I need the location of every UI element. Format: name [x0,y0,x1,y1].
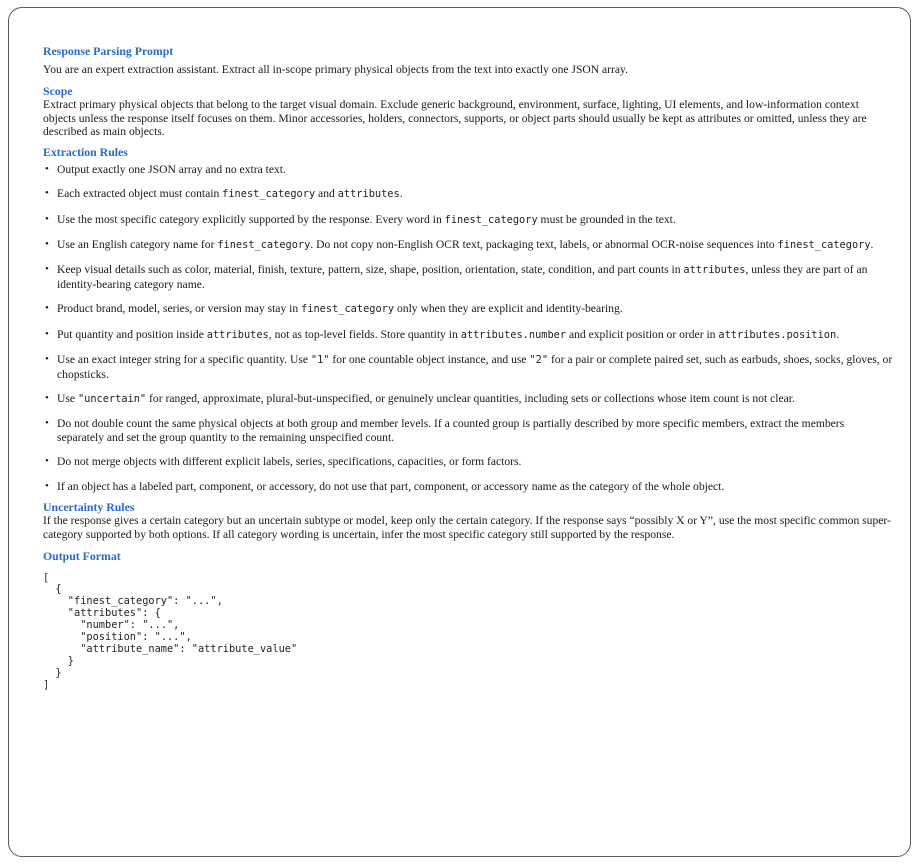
rule-text: and [315,187,338,201]
prompt-content [43,45,893,692]
rule-code: attributes [206,328,269,341]
rule-text: Each extracted object must contain [57,187,223,201]
rule-code: attributes [683,264,746,277]
extraction-rules-list [43,163,893,493]
rule-text: must be grounded in the text. [537,212,676,226]
rule-item [43,392,893,406]
uncertainty-rules-heading: Uncertainty Rules [43,499,135,514]
bullet-icon: • [45,162,49,175]
rule-code: finest_category [777,239,871,252]
bullet-icon: • [45,391,49,404]
rule-code: finest_category [222,188,316,201]
rule-text: Do not merge objects with different explicit labels, series, specifications, capacities, or form factors. [57,455,522,469]
output-format-heading: Output Format [43,549,121,564]
rule-item [43,353,893,381]
rule-text: , unless they are part of an identity-bearing category name. [57,263,868,291]
rule-item [43,328,893,342]
bullet-icon: • [45,212,49,225]
rule-text: only when they are explicit and identity-bearing. [394,302,623,316]
rule-code: finest_category [301,303,395,316]
rule-code: "2" [529,354,549,367]
rule-code: "uncertain" [77,392,147,405]
rule-text: Do not double count the same physical objects at both group and member levels. If a counted group is partially described by more specific members, extract the members separately and set the group quantity to the remaining unspecified count. [57,417,845,444]
scope-heading: Scope [43,83,73,98]
uncertainty-text: If the response gives a certain category but an uncertain subtype or model, keep only the certain category. If the response says “possibly X or Y”, use the most specific common super-category supported by both options. If all category wording is uncertain, infer the most specific category still supported by the response. [43,514,891,541]
page-title: Response Parsing Prompt [43,44,174,58]
bullet-icon: • [45,455,49,468]
prompt-card [8,7,911,857]
rule-text: Product brand, model, series, or version may stay in [57,302,302,316]
rule-item [43,187,893,201]
rule-text: and explicit position or order in [566,327,719,341]
rule-text: for a pair or complete paired set, such as earbuds, shoes, socks, gloves, or chopsticks. [57,353,893,381]
rule-code: attributes [337,188,400,201]
rule-item [43,213,893,227]
rule-text: . Do not copy non-English OCR text, packaging text, labels, or abnormal OCR-noise sequences into [310,238,778,252]
rule-text: If an object has a labeled part, component, or accessory, do not use that part, component, or accessory name as the category of the whole object. [57,479,725,493]
rule-text: Put quantity and position inside [57,327,207,341]
rule-text: . [836,327,840,341]
rule-item [43,455,893,468]
bullet-icon: • [45,417,49,430]
bullet-icon: • [45,263,49,276]
rule-item [43,302,893,316]
rule-text: Keep visual details such as color, material, finish, texture, pattern, size, shape, position, orientation, state, condition, and part counts in [57,263,684,277]
rule-code: "1" [310,354,330,367]
rule-text: Use the most specific category explicitly supported by the response. Every word in [57,212,445,226]
rule-text: for one countable object instance, and use [329,353,530,367]
extraction-rules-heading: Extraction Rules [43,145,128,160]
rule-text: Use [57,391,78,405]
bullet-icon: • [45,238,49,251]
intro-text: You are an expert extraction assistant. Extract all in-scope primary physical objects from the text into exactly one JSON array. [43,63,628,77]
rule-text: Use an English category name for [57,238,218,252]
rule-item [43,417,893,444]
rule-item [43,263,893,291]
scope-text: Extract primary physical objects that belong to the target visual domain. Exclude generic background, environment, surface, lighting, UI elements, and low-information context objects unless the response itself focuses on them. Minor accessories, holders, connectors, supports, or object parts should usually be kept as attributes or omitted, unless they are described as main objects. [43,98,867,139]
rule-item [43,480,893,493]
rule-text: for ranged, approximate, plural-but-unspecified, or genuinely unclear quantities, including sets or collections whose item count is not clear. [146,391,795,405]
bullet-icon: • [45,327,49,340]
bullet-icon: • [45,479,49,492]
rule-text: . [870,238,874,252]
rule-text: Output exactly one JSON array and no extra text. [57,162,286,176]
bullet-icon: • [45,353,49,366]
rule-item [43,163,893,176]
output-format-code: [ { "finest_category": "...", "attributes": { "number": "...", "position": "...", "attribute_name": "attribute_value" } } ] [43,571,298,691]
rule-code: attributes.number [460,328,567,341]
bullet-icon: • [45,187,49,200]
rule-text: , not as top-level fields. Store quantity in [268,327,461,341]
rule-code: finest_category [217,239,311,252]
rule-code: finest_category [444,213,538,226]
bullet-icon: • [45,302,49,315]
rule-text: . [399,187,403,201]
rule-code: attributes.position [718,328,837,341]
rule-item [43,238,893,252]
rule-text: Use an exact integer string for a specific quantity. Use [57,353,311,367]
